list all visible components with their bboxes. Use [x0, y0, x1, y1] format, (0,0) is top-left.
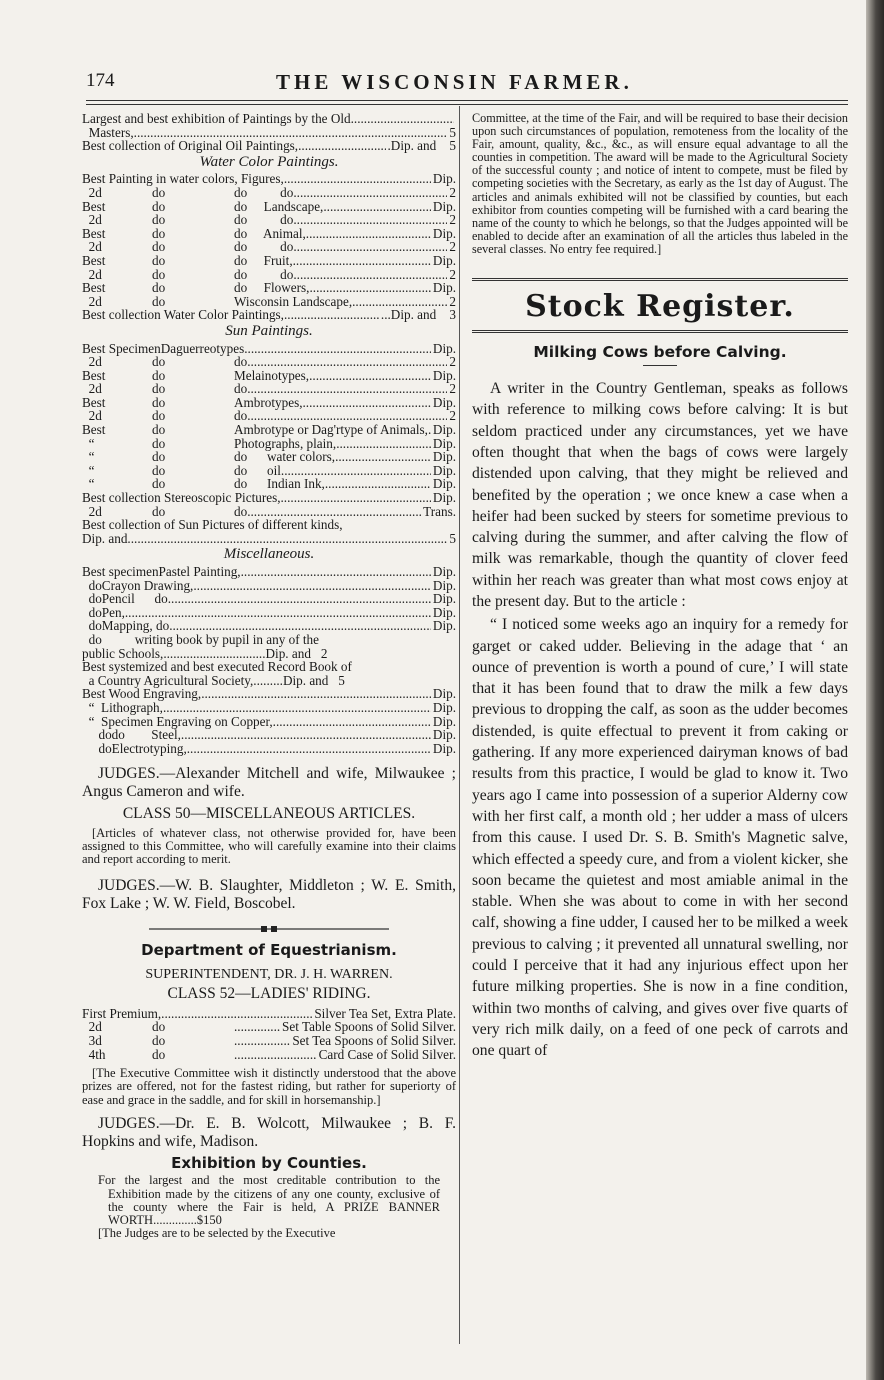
water-c1: 2d — [82, 293, 102, 309]
misc-c1: Best specimen — [82, 564, 159, 579]
sun-tail-row — [82, 532, 456, 546]
water-c3: do do — [234, 266, 294, 282]
intro-value: 5 — [449, 124, 456, 140]
article-title: Milking Cows before Calving. — [533, 343, 787, 362]
water-c2: do — [152, 252, 166, 268]
misc2-c1: do — [82, 740, 112, 756]
sun-c1: 2d — [82, 354, 102, 370]
leader-dots — [336, 437, 431, 451]
water-row — [82, 308, 456, 322]
misc-heading: Miscellaneous. — [223, 546, 315, 563]
right-column — [472, 112, 848, 1062]
misc-c3: Pen, — [101, 604, 125, 620]
leader-dots — [247, 505, 421, 519]
sun-value: Dip. — [432, 476, 456, 492]
misc-value: Dip. — [432, 564, 456, 579]
water-value: 2 — [449, 212, 456, 228]
riding-value: Card Case of Solid Silver. — [318, 1046, 456, 1062]
water-row — [82, 281, 456, 295]
misc-c1: do — [82, 604, 102, 620]
water-value: Dip. — [432, 171, 456, 187]
water-c1: Best — [82, 252, 106, 268]
sun-c3: Daguerreotypes — [160, 340, 245, 356]
sun-value: Dip. — [432, 490, 456, 506]
sun-value: 2 — [449, 354, 456, 370]
sun-c1: Best Specimen — [82, 340, 161, 356]
column-divider — [459, 106, 460, 1344]
page-number: 174 — [86, 70, 115, 91]
intro-value: .Dip. and 5 — [387, 138, 456, 154]
misc-c1: do — [82, 618, 102, 634]
counties-text-2: [The Judges are to be selected by the Executive — [98, 1226, 336, 1241]
sun-c2: do — [152, 367, 166, 383]
sun-value: Dip. — [432, 367, 456, 383]
leader-dots — [303, 396, 431, 410]
water-c3: do Animal, — [234, 225, 306, 241]
article-body — [472, 378, 848, 1062]
sun-c2: do — [152, 354, 166, 370]
water-row — [82, 254, 456, 268]
sun-c2: do — [152, 462, 166, 478]
leader-dots — [273, 715, 431, 729]
misc-row — [82, 619, 456, 633]
water-value: 2 — [449, 239, 456, 255]
leader-dots — [325, 477, 431, 491]
sun-c2: do — [152, 408, 166, 424]
counties-note-continued: Committee, at the time of the Fair, and will be required to base their decision upon such circumstances of population, remoteness from the locality of the Fair, amount, quality, &c., &c., as will ensure equal advantage to all the counties in competition. The award will be made to the Agricultural Society of the successful county ; and notice of intent to compete, must be filed by competing societies with the Secretary, as early as the 1st day of August. The articles and animals exhibited will not be classified by counties, but each exhibitor from counties competing will be furnished with a card bearing the name of the county to which he belongs, so that the Judges appointed will be enabled to decide after an examination of all the articles thus labeled in the several classes. No entry fee required.] — [472, 111, 848, 256]
water-c2: do — [152, 293, 166, 309]
counties-heading: Exhibition by Counties. — [171, 1153, 367, 1172]
intro-c1: Best collection of Original Oil Paintings, — [82, 138, 299, 154]
leader-dots — [309, 369, 431, 383]
sun-c3: Photographs, plain, — [234, 435, 337, 451]
publication-title: THE WISCONSIN FARMER. — [276, 70, 633, 94]
riding-c1: 2d — [82, 1019, 102, 1035]
sun-row — [82, 396, 456, 410]
article-paragraph-2: “ I noticed some weeks ago an inquiry for a remedy for garget or caked udder. Believing in the adage that ‘ an ounce of prevention is worth a pound of cure,’ I will state that it has been found that to draw the milk a few days previous to dropping the calf, as soon as the udder becomes distended, is quite effectual to prevent it from caking or gathering. If any more experienced dairyman knows of bad results from this practice, I would be glad to know it. Two years ago I came into possession of a superior Alderny cow with her first calf, a month old ; her udder a mass of ulcers from this cause. I used Dr. S. B. Smith's Magnetic salve, which effected a speedy cure, and from a violent kicker, she soon became the quietest and most amiable animal in the stable. When she was about to come in with her second calf, showing a fine udder, I caused her to be milked a week previous to calving ; it prevented all unnatural swelling, nor could I perceive that it had any injurious effect upon her future milking properties. She is now in a fine condition, within two months of calving, and gives over five quarts of very rich milk daily, on a feed of one peck of carrots and one quart of — [472, 616, 848, 1060]
leader-dots — [193, 579, 431, 593]
water-value: 2 — [449, 293, 456, 309]
riding-prizes — [82, 1007, 456, 1061]
water-c1: Best Painting in water colors, Figures, — [82, 171, 284, 187]
misc2-row — [82, 701, 456, 715]
sun-c1: Best — [82, 367, 106, 383]
sun-c1: Best collection Stereoscopic Pictures, — [82, 490, 281, 506]
water-c1: 2d — [82, 266, 102, 282]
leader-dots — [168, 592, 431, 606]
riding-value: Set Table Spoons of Solid Silver. — [282, 1019, 456, 1035]
sun-c1: “ — [82, 435, 95, 451]
leader-dots — [281, 464, 431, 478]
intro-list — [82, 112, 456, 153]
counties-text: For the largest and the most creditable contribution to the Exhibition made by the citizens of any one county, exclusive of the county where the Fair is held, A PRIZE BANNER WORTH..............$150 — [98, 1173, 440, 1228]
sun-c1: Best — [82, 394, 106, 410]
misc-row — [82, 592, 456, 606]
water-c3: do Flowers, — [234, 280, 310, 296]
judges-paintings: JUDGES.—Alexander Mitchell and wife, Milwaukee ; Angus Cameron and wife. — [82, 765, 456, 801]
misc-text-line: Best systemized and best executed Record Book of — [82, 659, 352, 675]
title-rule — [643, 365, 677, 366]
section-rule-top — [472, 278, 848, 281]
leader-dots — [247, 355, 447, 369]
sun-value: Dip. — [432, 422, 456, 438]
leader-dots — [284, 172, 431, 186]
sun-row — [82, 491, 456, 505]
sun-tail-value: 5 — [449, 530, 456, 546]
sun-c2: do — [152, 476, 166, 492]
leader-dots — [335, 450, 431, 464]
misc-text — [82, 633, 456, 687]
misc2-value: Dip. — [432, 713, 456, 729]
misc2-row — [82, 715, 456, 729]
water-value: ...Dip. and 3 — [380, 307, 456, 323]
riding-c1: 3d — [82, 1033, 102, 1049]
misc-value: Dip. — [432, 577, 456, 593]
water-row — [82, 227, 456, 241]
misc-c1: do — [82, 577, 102, 593]
misc2-c1: “ Lithograph, — [82, 699, 163, 715]
sun-value: Dip. — [432, 394, 456, 410]
water-color-list — [82, 172, 456, 322]
sun-c2: do — [152, 449, 166, 465]
leader-dots — [161, 1007, 312, 1021]
sun-value: Dip. — [432, 435, 456, 451]
water-row — [82, 172, 456, 186]
header-rule-2 — [86, 104, 848, 105]
water-value: Dip. — [432, 198, 456, 214]
leader-dots — [187, 742, 431, 756]
sun-c3: do oil — [234, 462, 281, 478]
sun-row — [82, 342, 456, 356]
intro-row — [82, 112, 456, 126]
equestrianism-heading: Department of Equestrianism. — [141, 941, 397, 960]
water-value: 2 — [449, 184, 456, 200]
intro-row — [82, 139, 456, 153]
water-row — [82, 186, 456, 200]
sun-value: 2 — [449, 408, 456, 424]
sun-c2: do — [152, 381, 166, 397]
misc-c3: Mapping, do — [101, 618, 170, 634]
water-c2: do — [152, 212, 166, 228]
misc-text-line: do writing book by pupil in any of the — [82, 631, 319, 647]
misc2-c3: do Steel, — [111, 727, 181, 743]
misc-row — [82, 606, 456, 620]
sun-row — [82, 355, 456, 369]
riding-row — [82, 1020, 456, 1034]
sun-c3: do — [234, 503, 248, 519]
leader-dots — [298, 139, 385, 153]
leader-dots — [284, 308, 379, 322]
water-c1: 2d — [82, 212, 102, 228]
intro-c1: Largest and best exhibition of Paintings by the Old — [82, 111, 351, 126]
sun-paintings-list — [82, 342, 456, 519]
water-value: Dip. — [432, 225, 456, 241]
sun-row — [82, 382, 456, 396]
misc-c3: Crayon Drawing, — [101, 577, 194, 593]
water-c2: do — [152, 280, 166, 296]
misc2-row — [82, 687, 456, 701]
page-header — [86, 70, 848, 96]
leader-dots — [169, 619, 431, 633]
sun-c3: Melainotypes, — [234, 367, 310, 383]
sun-c3: do water colors, — [234, 449, 336, 465]
riding-c2: do — [152, 1019, 166, 1035]
water-c1: 2d — [82, 239, 102, 255]
sun-c2: do — [152, 394, 166, 410]
sun-c2: do — [152, 503, 166, 519]
misc-c1: do — [82, 591, 102, 607]
misc-c3: Pastel Painting, — [158, 564, 241, 579]
riding-row — [82, 1048, 456, 1062]
sun-row — [82, 437, 456, 451]
sun-c3: do — [234, 354, 248, 370]
article-paragraph-1: A writer in the Country Gentleman, speaks as follows with reference to milking cows before calving: It is but seldom practiced under any circumstances, yet we have often thought that when the bags of cows were largely distended upon calving, that they might be relieved and benefited by the operation ; we once knew a case when a heifer had been sucked by steers for sometime previous to calving during the summer, and after calving the flow of milk was remarkable, though the quantity of clover feed within her reach was greater than what most cows enjoy at the present day. But to the article : — [472, 380, 848, 610]
water-c1: 2d — [82, 184, 102, 200]
leader-dots — [293, 186, 447, 200]
water-c1: Best collection Water Color Paintings, — [82, 307, 284, 323]
leader-dots — [306, 227, 431, 241]
leader-dots — [234, 1020, 280, 1034]
water-c2: do — [152, 266, 166, 282]
misc2-c1: do — [82, 727, 112, 743]
judges-misc: JUDGES.—W. B. Slaughter, Middleton ; W. E. Smith, Fox Lake ; W. W. Field, Boscobel. — [82, 876, 456, 912]
misc2-value: Dip. — [432, 686, 456, 702]
sun-value: 2 — [449, 381, 456, 397]
leader-dots — [125, 606, 431, 620]
misc2-value: Dip. — [432, 727, 456, 743]
sun-c3: Ambrotype or Dag'rtype of Animals, — [234, 422, 428, 438]
sun-c1: 2d — [82, 408, 102, 424]
divider-ornament — [149, 925, 389, 933]
leader-dots — [293, 254, 431, 268]
superintendent: SUPERINTENDENT, DR. J. H. WARREN. — [145, 966, 393, 982]
water-c2: do — [152, 225, 166, 241]
riding-note: [The Executive Committee wish it distinctly understood that the above prizes are offered, not for the fastest riding, but rather for superiorty of ease and grace in the saddle, and for skill in horsemanship.] — [82, 1066, 456, 1107]
misc2-value: Dip. — [432, 699, 456, 715]
sun-value: Trans. — [423, 503, 456, 519]
water-value: Dip. — [432, 252, 456, 268]
leader-dots — [352, 295, 447, 309]
misc-text-line: public Schools,...............................Dip. and 2 — [82, 645, 328, 661]
intro-row — [82, 126, 456, 140]
leader-dots — [293, 268, 447, 282]
sun-row — [82, 464, 456, 478]
intro-value — [454, 112, 456, 126]
misc-row — [82, 579, 456, 593]
misc2-row — [82, 728, 456, 742]
misc2-c3: Electrotyping, — [111, 740, 187, 756]
header-rule — [86, 100, 848, 101]
water-row — [82, 240, 456, 254]
leader-dots — [241, 565, 431, 579]
water-c1: Best — [82, 225, 106, 241]
stock-register-heading: Stock Register. — [525, 289, 795, 325]
leader-dots — [181, 728, 431, 742]
leader-dots — [309, 281, 430, 295]
leader-dots — [351, 112, 454, 126]
sun-c2: do — [152, 435, 166, 451]
leader-dots — [134, 126, 448, 140]
water-c1: Best — [82, 280, 106, 296]
sun-value: Dip. — [432, 462, 456, 478]
misc-c3: Pencil do — [101, 591, 168, 607]
sun-tail: Best collection of Sun Pictures of different kinds, — [82, 517, 343, 533]
water-c1: Best — [82, 198, 106, 214]
riding-row — [82, 1034, 456, 1048]
misc-value: Dip. — [432, 591, 456, 607]
sun-tail-label: Dip. and — [82, 530, 128, 546]
sun-value: Dip. — [432, 340, 456, 356]
sun-c2: do — [152, 422, 166, 438]
riding-row — [82, 1007, 456, 1021]
sun-c3: Ambrotypes, — [234, 394, 303, 410]
misc-list-2 — [82, 687, 456, 755]
sun-c3: do — [234, 381, 248, 397]
sun-row — [82, 477, 456, 491]
sun-row — [82, 505, 456, 519]
intro-c1: Masters, — [82, 124, 134, 140]
riding-c1: 4th — [82, 1046, 106, 1062]
leader-dots — [281, 491, 431, 505]
leader-dots — [163, 701, 431, 715]
water-c2: do — [152, 198, 166, 214]
water-c3: do do — [234, 212, 294, 228]
leader-dots — [247, 382, 447, 396]
judges-riding: JUDGES.—Dr. E. B. Wolcott, Milwaukee ; B. F. Hopkins and wife, Madison. — [82, 1114, 456, 1150]
leader-dots — [201, 687, 431, 701]
water-value: 2 — [449, 266, 456, 282]
sun-c1: 2d — [82, 503, 102, 519]
sun-c1: “ — [82, 462, 95, 478]
water-c3: Wisconsin Landscape, — [234, 293, 353, 309]
misc-value: Dip. — [432, 618, 456, 634]
leader-dots — [293, 213, 447, 227]
class-52-heading: CLASS 52—LADIES' RIDING. — [167, 985, 371, 1003]
scan-edge — [866, 0, 884, 1380]
water-c3: do do — [234, 184, 294, 200]
misc-value: Dip. — [432, 604, 456, 620]
sun-row — [82, 450, 456, 464]
riding-c2: do — [152, 1033, 166, 1049]
riding-value: Set Tea Spoons of Solid Silver. — [292, 1033, 456, 1049]
leader-dots — [244, 342, 431, 356]
sun-row — [82, 409, 456, 423]
water-color-heading: Water Color Paintings. — [199, 153, 339, 170]
water-row — [82, 213, 456, 227]
misc-list — [82, 565, 456, 633]
water-row — [82, 268, 456, 282]
leader-dots — [234, 1048, 317, 1062]
water-row — [82, 295, 456, 309]
water-c3: do do — [234, 239, 294, 255]
leader-dots — [293, 240, 447, 254]
water-c3: do Landscape, — [234, 198, 324, 214]
sun-c1: 2d — [82, 381, 102, 397]
ornamental-divider — [82, 923, 456, 937]
left-column — [82, 112, 456, 1240]
sun-c1: “ — [82, 476, 95, 492]
sun-c1: “ — [82, 449, 95, 465]
sun-value: Dip. — [432, 449, 456, 465]
leader-dots — [234, 1034, 290, 1048]
class-50-note: [Articles of whatever class, not otherwise provided for, have been assigned to this Committee, who will carefully examine into their claims and report according to merit. — [82, 825, 456, 867]
sun-row — [82, 369, 456, 383]
misc2-value: Dip. — [432, 740, 456, 756]
sun-c3: do — [234, 408, 248, 424]
water-value: Dip. — [432, 280, 456, 296]
misc2-c1: Best Wood Engraving, — [82, 686, 202, 702]
riding-value: Silver Tea Set, Extra Plate. — [314, 1005, 456, 1021]
sun-row — [82, 423, 456, 437]
leader-dots — [323, 200, 431, 214]
water-c3: do Fruit, — [234, 252, 293, 268]
class-50-heading: CLASS 50—MISCELLANEOUS ARTICLES. — [122, 805, 416, 823]
leader-dots — [247, 409, 447, 423]
misc-text-line: a Country Agricultural Society,.........Dip. and 5 — [82, 672, 345, 688]
sun-paintings-heading: Sun Paintings. — [225, 322, 313, 339]
riding-c2: do — [152, 1046, 166, 1062]
sun-c3: do Indian Ink, — [234, 476, 325, 492]
misc2-c1: “ Specimen Engraving on Copper, — [82, 713, 273, 729]
water-c2: do — [152, 239, 166, 255]
water-c2: do — [152, 184, 166, 200]
sun-c1: Best — [82, 422, 106, 438]
section-rule-bottom — [472, 330, 848, 333]
misc-row — [82, 565, 456, 579]
misc2-row — [82, 742, 456, 756]
riding-c1: First Premium, — [82, 1005, 162, 1021]
water-row — [82, 200, 456, 214]
